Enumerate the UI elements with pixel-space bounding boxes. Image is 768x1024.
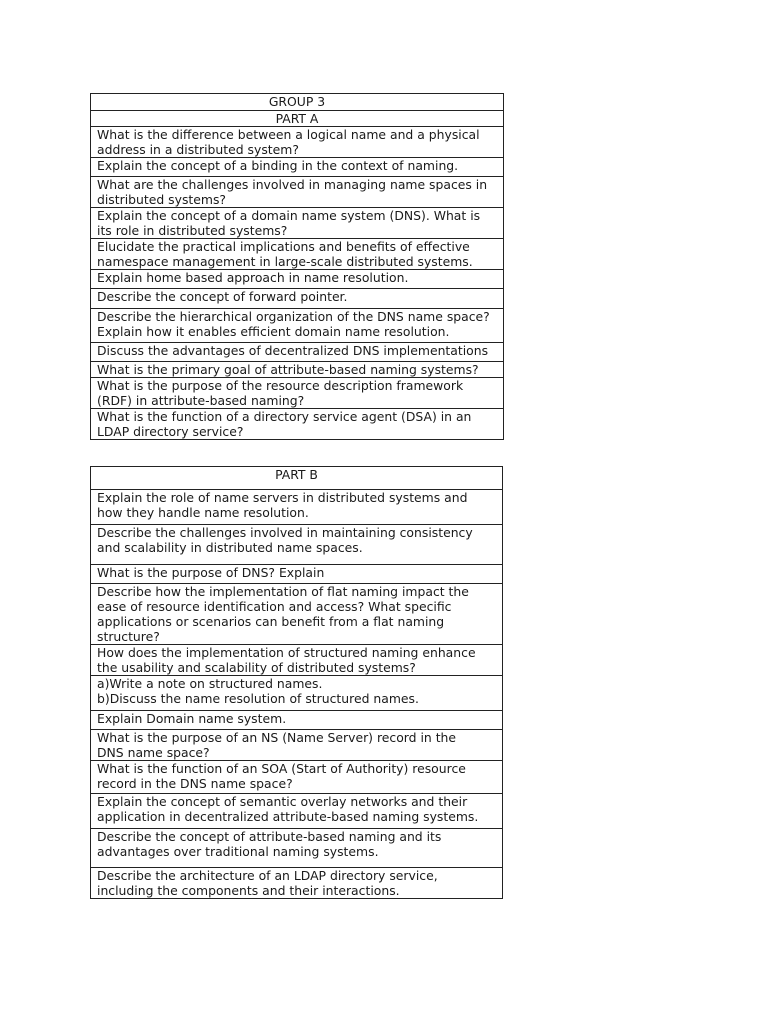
part-b-question: Explain Domain name system.: [91, 711, 503, 730]
part-b-question: Describe the concept of attribute-based naming and its advantages over traditional naming systems.: [91, 829, 503, 868]
part-b-question: What is the purpose of an NS (Name Server) record in the DNS name space?: [91, 730, 503, 761]
part-a-question: Explain the concept of a domain name system (DNS). What is its role in distributed systems?: [91, 208, 504, 239]
part-a-table: [90, 93, 504, 440]
part-b-question: Describe the challenges involved in maintaining consistency and scalability in distributed name spaces.: [91, 525, 503, 565]
part-b-question: How does the implementation of structured naming enhance the usability and scalability of distributed systems?: [91, 645, 503, 676]
part-a-question: Describe the hierarchical organization of the DNS name space? Explain how it enables efficient domain name resolution.: [91, 309, 504, 343]
part-b-table: [90, 466, 503, 899]
part-a-title: PART A: [91, 111, 504, 127]
part-a-question: What are the challenges involved in managing name spaces in distributed systems?: [91, 177, 504, 208]
group-title: GROUP 3: [91, 94, 504, 111]
part-a-question: Explain the concept of a binding in the context of naming.: [91, 158, 504, 177]
part-b-question: Explain the concept of semantic overlay networks and their application in decentralized attribute-based naming systems.: [91, 794, 503, 829]
part-a-question: Explain home based approach in name resolution.: [91, 270, 504, 289]
part-a-question: What is the primary goal of attribute-based naming systems?: [91, 362, 504, 378]
part-b-question: What is the function of an SOA (Start of Authority) resource record in the DNS name space?: [91, 761, 503, 794]
part-b-title: PART B: [91, 467, 503, 490]
part-a-question: What is the purpose of the resource description framework (RDF) in attribute-based naming?: [91, 378, 504, 409]
part-a-question: What is the difference between a logical name and a physical address in a distributed system?: [91, 127, 504, 158]
part-b-question: Describe how the implementation of flat naming impact the ease of resource identification and access? What specific applications or scenarios can benefit from a flat naming structure?: [91, 584, 503, 645]
part-a-question: Describe the concept of forward pointer.: [91, 289, 504, 309]
part-b-question: a)Write a note on structured names. b)Discuss the name resolution of structured names.: [91, 676, 503, 711]
part-a-question: Discuss the advantages of decentralized DNS implementations: [91, 343, 504, 362]
part-b-question: Describe the architecture of an LDAP directory service, including the components and their interactions.: [91, 868, 503, 899]
part-a-question: What is the function of a directory service agent (DSA) in an LDAP directory service?: [91, 409, 504, 440]
part-a-question: Elucidate the practical implications and benefits of effective namespace management in large-scale distributed systems.: [91, 239, 504, 270]
part-b-question: Explain the role of name servers in distributed systems and how they handle name resolution.: [91, 490, 503, 525]
part-b-question: What is the purpose of DNS? Explain: [91, 565, 503, 584]
